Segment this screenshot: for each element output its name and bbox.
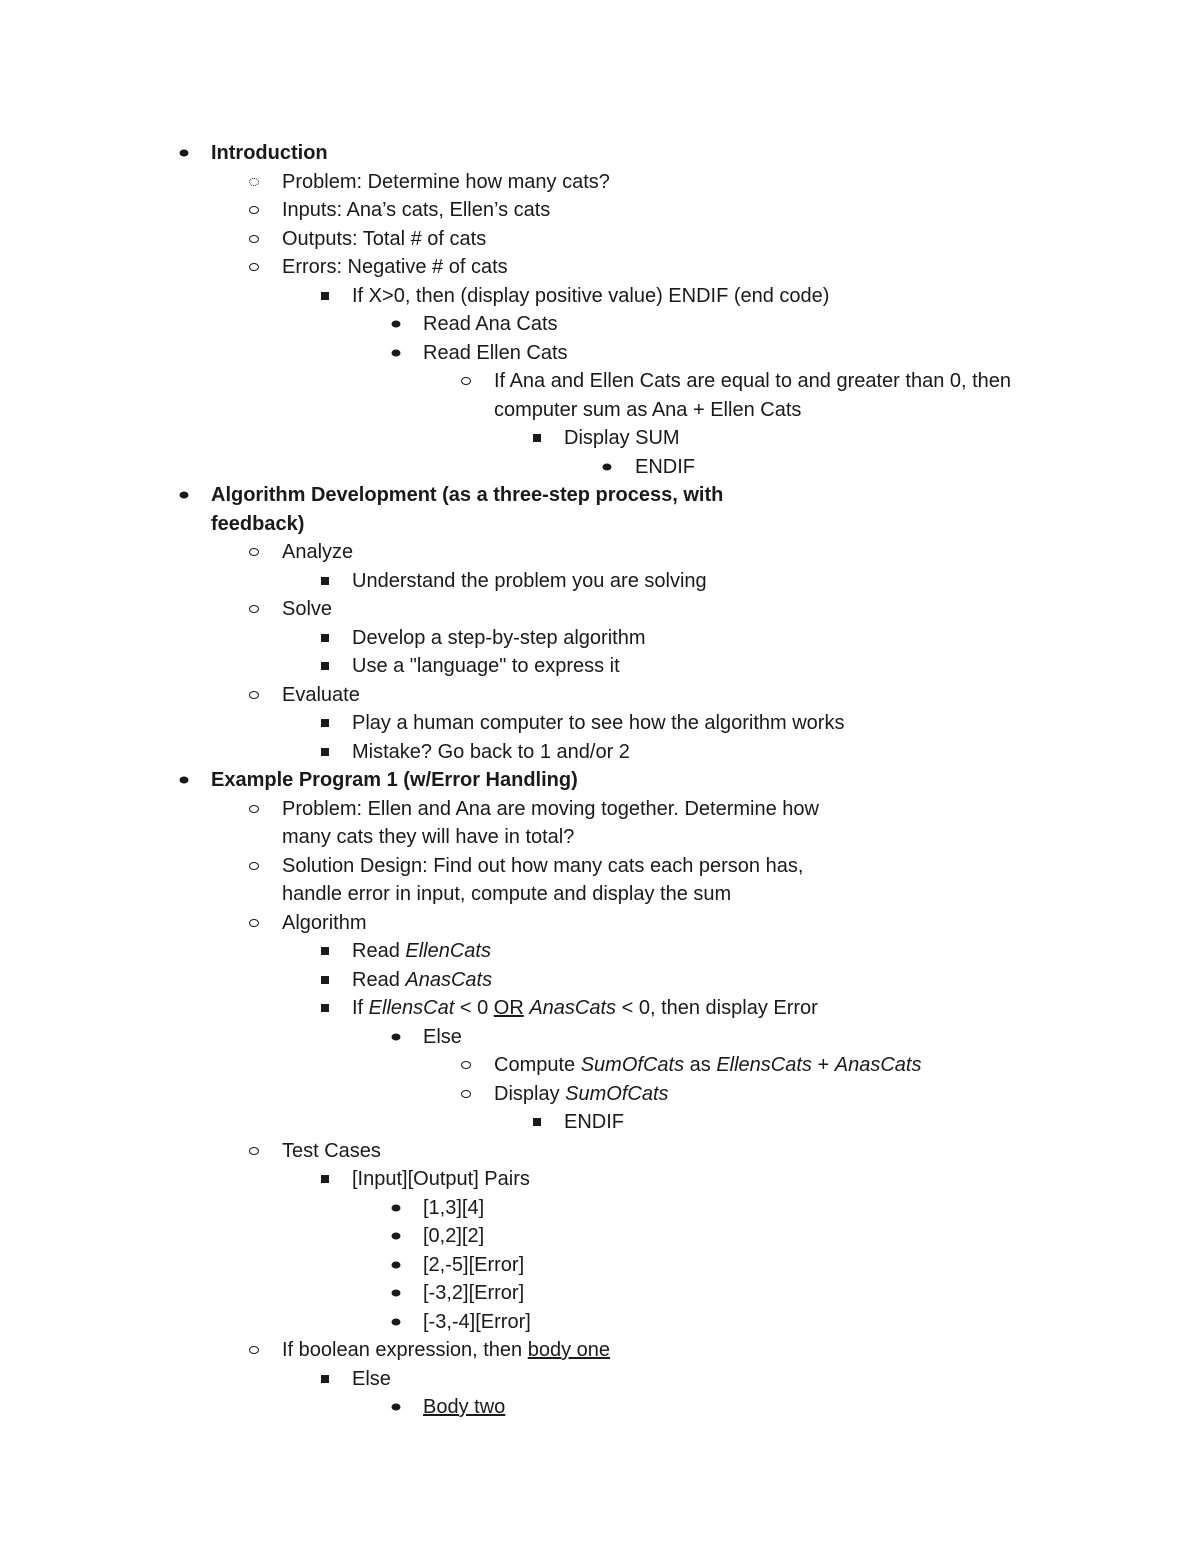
text-run: Display SUM [564,427,680,449]
text-run: Introduction [211,142,328,164]
text-run: ENDIF [564,1111,624,1133]
list-item-text [494,1051,1054,1080]
list-item-text [282,909,842,938]
list-item-text [352,709,912,738]
section-heading [0,481,1200,538]
text-run: Mistake? Go back to 1 and/or 2 [352,740,630,763]
list-item [0,1165,1200,1194]
bullet-disc-icon [392,321,401,328]
list-item-text [494,1080,1054,1109]
list-item [0,595,1200,624]
list-item [0,567,1200,596]
bullet-circle-icon [461,1090,471,1098]
bullet-dotted-circle-icon [249,178,259,186]
text-run: Compute [494,1054,581,1076]
text-run: Understand the problem you are solving [352,569,707,592]
list-item-text [211,139,771,168]
list-item [0,1194,1200,1223]
list-item [0,196,1200,225]
bullet-square-icon [533,434,541,442]
list-item-text [282,196,842,225]
italic-text: EllensCat [368,997,455,1019]
list-item [0,1023,1200,1052]
list-item [0,1051,1200,1080]
list-item [0,1308,1200,1337]
text-run: as [684,1054,717,1076]
bullet-disc-icon [180,777,189,784]
bullet-disc-icon [392,1290,401,1297]
bullet-disc-icon [392,1233,401,1240]
italic-text: AnasCats [529,997,617,1019]
bullet-square-icon [321,1004,329,1012]
text-run: Read [352,940,406,962]
list-item [0,367,1200,424]
list-item-text [282,168,842,197]
text-run: If X>0, then (display positive value) ENDIF (end code) [352,284,830,307]
list-item [0,624,1200,653]
list-item-text [352,652,912,681]
bullet-circle-icon [249,605,259,613]
list-item-text [494,367,1054,424]
text-run: < 0 [454,997,494,1019]
text-run: + [811,1054,835,1076]
list-item-text [423,1308,983,1337]
bullet-circle-icon [249,919,259,927]
text-run: Errors: Negative # of cats [282,256,508,278]
list-item [0,339,1200,368]
bullet-circle-icon [249,805,259,813]
text-run: [2,-5][Error] [423,1253,525,1276]
text-run: [-3,2][Error] [423,1282,525,1304]
bullet-circle-icon [249,1346,259,1354]
bullet-square-icon [321,292,329,300]
text-run: Outputs: Total # of cats [282,227,487,250]
italic-text: EllensCats [716,1054,812,1076]
list-item [0,937,1200,966]
list-item [0,709,1200,738]
bullet-square-icon [321,1175,329,1183]
list-item [0,453,1200,482]
bullet-square-icon [321,634,329,642]
list-item [0,1336,1200,1365]
text-run: If Ana and Ellen Cats are equal to and greater than 0, then computer sum as Ana + Ellen Cats [494,370,1012,421]
list-item-text [423,310,983,339]
list-item-text [352,567,912,596]
bullet-circle-icon [249,206,259,214]
text-run: Algorithm Development (as a three-step process, with feedback) [211,484,724,535]
bullet-disc-icon [392,1033,401,1040]
section-heading [0,139,1200,168]
text-run: ENDIF [635,455,695,478]
text-run: Solve [282,598,333,620]
bullet-disc-icon [180,150,189,157]
bullet-circle-icon [249,1147,259,1155]
bullet-disc-icon [392,1261,401,1268]
underlined-text: Body two [423,1396,506,1418]
bullet-circle-icon [461,377,471,385]
bullet-disc-icon [180,492,189,499]
bullet-square-icon [321,577,329,585]
list-item-text [352,966,912,995]
bullet-circle-icon [461,1061,471,1069]
list-item [0,253,1200,282]
bullet-disc-icon [603,463,612,470]
text-run: Evaluate [282,683,360,706]
bullet-square-icon [321,719,329,727]
text-run: [-3,-4][Error] [423,1310,531,1333]
list-item-text [423,1279,983,1308]
bullet-square-icon [321,976,329,984]
list-item-text [352,994,912,1023]
text-run: Develop a step-by-step algorithm [352,626,646,649]
list-item [0,795,1200,852]
list-item [0,1108,1200,1137]
list-item-text [635,453,1195,482]
list-item-text [423,1393,983,1422]
text-run: Example Program 1 (w/Error Handling) [211,769,578,791]
underlined-text: body one [527,1339,611,1361]
list-item-text [211,481,771,538]
text-run: Else [352,1367,391,1390]
list-item [0,652,1200,681]
list-item [0,909,1200,938]
list-item [0,538,1200,567]
list-item-text [282,1336,842,1365]
bullet-square-icon [321,662,329,670]
text-run: Read Ana Cats [423,313,558,335]
list-item [0,1393,1200,1422]
list-item-text [282,852,842,909]
italic-text: SumOfCats [565,1082,669,1105]
list-item [0,424,1200,453]
list-item-text [211,766,771,795]
list-item-text [352,1165,912,1194]
bullet-circle-icon [249,691,259,699]
list-item-text [352,282,912,311]
list-item-text [423,1023,983,1052]
text-run: [1,3][4] [423,1196,485,1219]
text-run: Play a human computer to see how the algorithm works [352,712,845,734]
list-item [0,1279,1200,1308]
text-run: Read Ellen Cats [423,341,568,364]
bullet-circle-icon [249,862,259,870]
list-item-text [282,595,842,624]
bullet-square-icon [321,748,329,756]
list-item [0,310,1200,339]
italic-text: SumOfCats [580,1054,685,1076]
list-item-text [282,681,842,710]
bullet-square-icon [321,1375,329,1383]
list-item [0,1137,1200,1166]
list-item-text [282,253,842,282]
list-item-text [282,1137,842,1166]
list-item-text [352,1365,912,1394]
italic-text: EllenCats [405,940,491,962]
list-item [0,282,1200,311]
bullet-disc-icon [392,1404,401,1411]
bullet-disc-icon [392,1204,401,1211]
text-run: [0,2][2] [423,1225,485,1247]
list-item-text [423,339,983,368]
list-item-text [282,538,842,567]
list-item [0,994,1200,1023]
list-item-text [352,624,912,653]
text-run: Test Cases [282,1139,381,1162]
italic-text: AnasCats [834,1054,922,1076]
list-item [0,852,1200,909]
list-item [0,1222,1200,1251]
list-item [0,225,1200,254]
italic-text: AnasCats [405,968,493,991]
list-item [0,1080,1200,1109]
list-item [0,1251,1200,1280]
text-run: If [352,997,369,1019]
text-run: Problem: Ellen and Ana are moving together. Determine how many cats they will have in total? [282,797,819,848]
text-run: Solution Design: Find out how many cats each person has, handle error in input, compute and display the sum [282,854,804,905]
list-item [0,1365,1200,1394]
text-run: Else [423,1025,462,1048]
document-body [0,139,1200,1422]
bullet-disc-icon [392,349,401,356]
list-item [0,966,1200,995]
bullet-circle-icon [249,548,259,556]
list-item [0,168,1200,197]
underlined-text: OR [493,997,524,1019]
text-run: If boolean expression, then [282,1339,528,1361]
text-run: Use a "language" to express it [352,655,620,677]
list-item [0,738,1200,767]
text-run: [Input][Output] Pairs [352,1168,530,1190]
list-item-text [352,937,912,966]
bullet-circle-icon [249,235,259,243]
text-run: Inputs: Ana’s cats, Ellen’s cats [282,199,551,221]
list-item-text [282,795,842,852]
text-run: < 0, then display Error [616,997,818,1019]
bullet-square-icon [321,947,329,955]
bullet-circle-icon [249,263,259,271]
section-heading [0,766,1200,795]
bullet-square-icon [533,1118,541,1126]
bullet-disc-icon [392,1318,401,1325]
list-item-text [423,1194,983,1223]
list-item-text [282,225,842,254]
text-run: Algorithm [282,911,367,934]
text-run: Read [352,968,406,991]
list-item-text [564,424,1124,453]
text-run: Problem: Determine how many cats? [282,170,610,193]
list-item-text [352,738,912,767]
list-item-text [423,1222,983,1251]
text-run: Display [494,1082,566,1105]
list-item-text [564,1108,1124,1137]
list-item-text [423,1251,983,1280]
list-item [0,681,1200,710]
text-run: Analyze [282,541,354,563]
